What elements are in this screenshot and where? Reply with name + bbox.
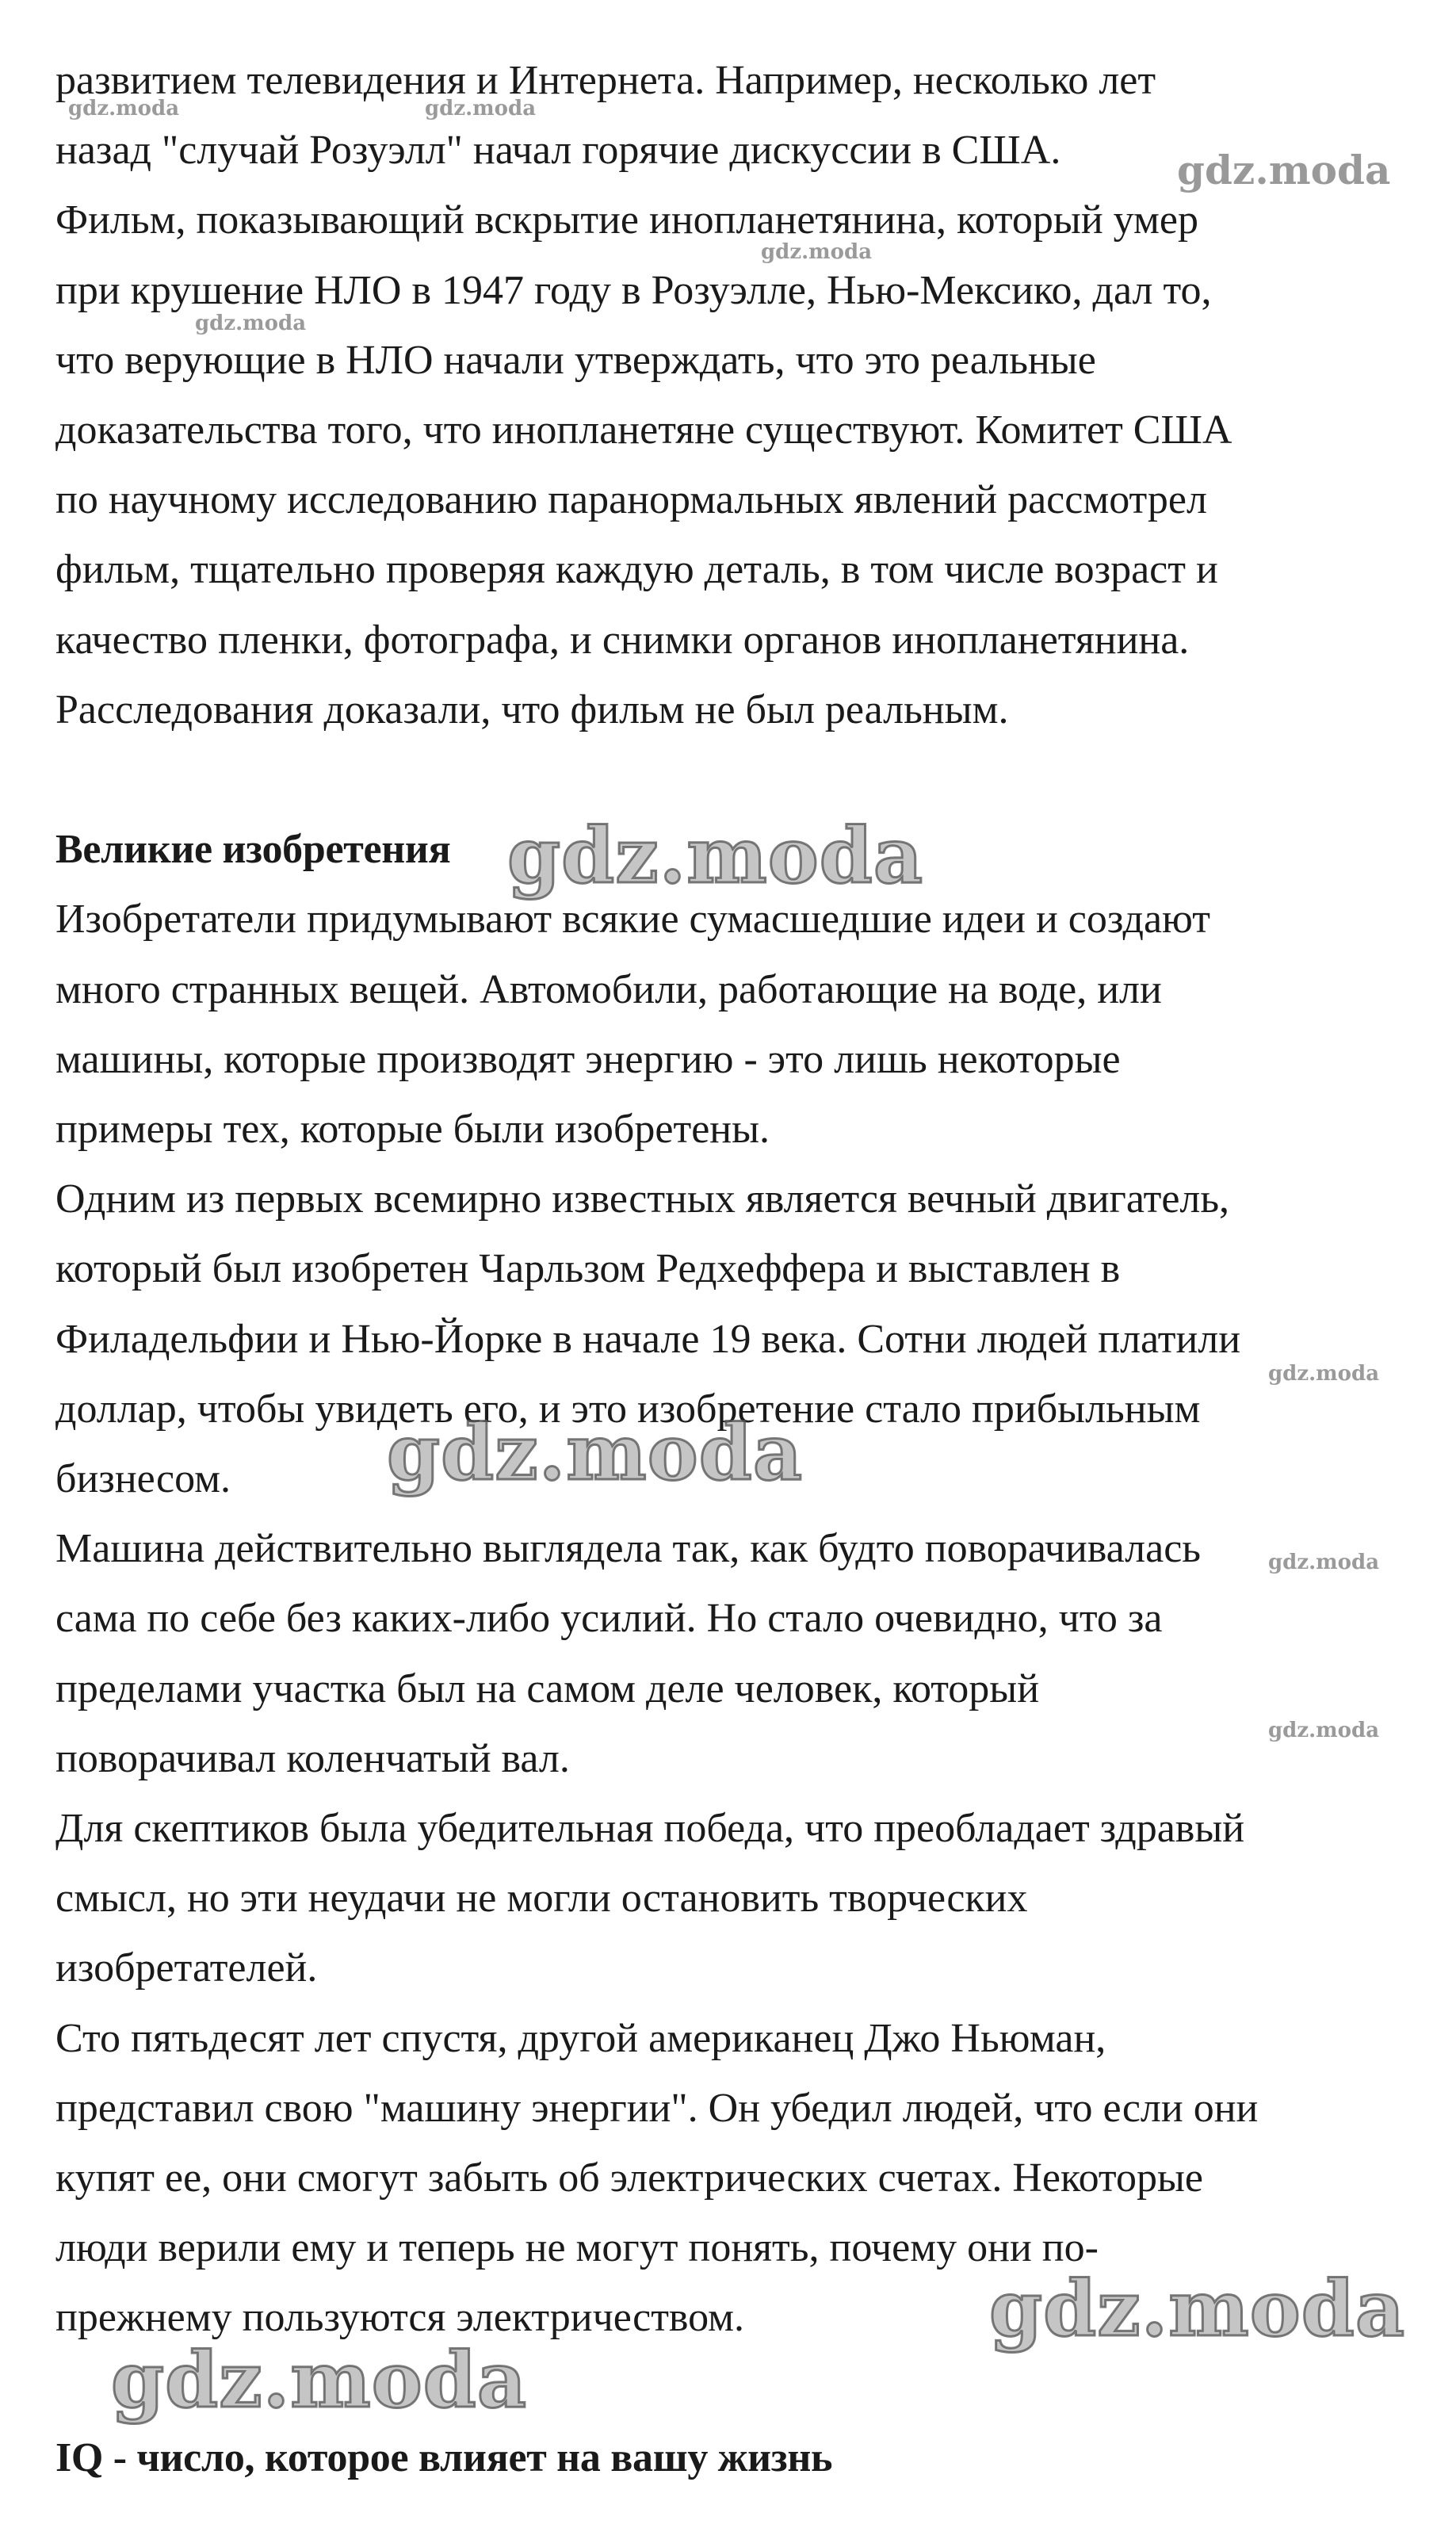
text-line: качество пленки, фотографа, и снимки органов инопланетянина. [55, 617, 1190, 663]
text-line: прежнему пользуются электричеством. [55, 2295, 745, 2341]
document-page [55, 46, 1406, 2493]
text-line: Изобретатели придумывают всякие сумасшедшие идеи и создают [55, 897, 1210, 943]
paragraph-spacer [55, 2354, 1403, 2423]
text-line: смысл, но эти неудачи не могли остановить творческих [55, 1876, 1028, 1922]
paragraph-spacer [55, 745, 1403, 815]
text-line: Машина действительно выглядела так, как будто поворачивалась [55, 1526, 1202, 1572]
watermark: gdz.moda [989, 2264, 1406, 2354]
text-line: примеры тех, которые были изобретены. [55, 1107, 770, 1153]
text-line: развитием телевидения и Интернета. Например, несколько лет [55, 58, 1156, 103]
text-line: Сто пятьдесят лет спустя, другой американец Джо Ньюман, [55, 2015, 1106, 2061]
watermark: gdz.moda [761, 240, 873, 264]
text-line: Расследования доказали, что фильм не был реальным. [55, 686, 1009, 732]
text-line: доказательства того, что инопланетяне существуют. Комитет США [55, 407, 1232, 453]
section-iq [55, 2423, 1403, 2493]
text-line: сама по себе без каких-либо усилий. Но стало очевидно, что за [55, 1596, 1163, 1642]
paragraph-intro [55, 46, 1403, 745]
text-line: много странных вещей. Автомобили, работающие на воде, или [55, 966, 1162, 1012]
text-line: Для скептиков была убедительная победа, что преобладает здравый [55, 1806, 1245, 1852]
text-line: представил свою "машину энергии". Он убедил людей, что если они [55, 2085, 1259, 2131]
watermark: gdz.moda [1268, 1551, 1380, 1574]
watermark: gdz.moda [1268, 1719, 1380, 1742]
text-line: Одним из первых всемирно известных является вечный двигатель, [55, 1176, 1230, 1222]
text-line: назад "случай Розуэлл" начал горячие дискуссии в США. [55, 128, 1061, 174]
text-line: изобретателей. [55, 1945, 318, 1991]
text-line: поворачивал коленчатый вал. [55, 1735, 570, 1781]
section-great-inventions [55, 811, 1406, 2354]
watermark: gdz.moda [195, 312, 307, 335]
watermark: gdz.moda [1177, 147, 1391, 193]
text-line: машины, которые производят энергию - это лишь некоторые [55, 1036, 1121, 1082]
section-heading: Великие изобретения [55, 827, 451, 873]
text-line: Филадельфии и Нью-Йорке в начале 19 века. Сотни людей платили [55, 1316, 1241, 1362]
watermark: gdz.moda [387, 1408, 804, 1497]
text-line: бизнесом. [55, 1456, 231, 1502]
text-line: что верующие в НЛО начали утверждать, что это реальные [55, 337, 1096, 383]
text-line: пределами участка был на самом деле человек, который [55, 1665, 1040, 1711]
watermark: gdz.moda [111, 2335, 528, 2425]
text-line: при крушение НЛО в 1947 году в Розуэлле, Нью-Мексико, дал то, [55, 267, 1212, 313]
section-heading: IQ - число, которое влияет на вашу жизнь [55, 2434, 833, 2480]
watermark: gdz.moda [507, 811, 924, 901]
text-line: купят ее, они смогут забыть об электрических счетах. Некоторые [55, 2155, 1203, 2201]
text-line: который был изобретен Чарльзом Редхеффера и выставлен в [55, 1246, 1121, 1292]
text-line: по научному исследованию паранормальных явлений рассмотрел [55, 477, 1207, 523]
text-line: доллар, чтобы увидеть его, и это изобретение стало прибыльным [55, 1386, 1201, 1432]
watermark: gdz.moda [1268, 1362, 1380, 1386]
text-line: фильм, тщательно проверяя каждую деталь, в том числе возраст и [55, 547, 1218, 593]
text-line: Фильм, показывающий вскрытие инопланетянина, который умер [55, 197, 1198, 243]
watermark: gdz.moda [68, 97, 180, 120]
text-line: люди верили ему и теперь не могут понять, почему они по- [55, 2225, 1099, 2271]
watermark: gdz.moda [425, 97, 537, 120]
